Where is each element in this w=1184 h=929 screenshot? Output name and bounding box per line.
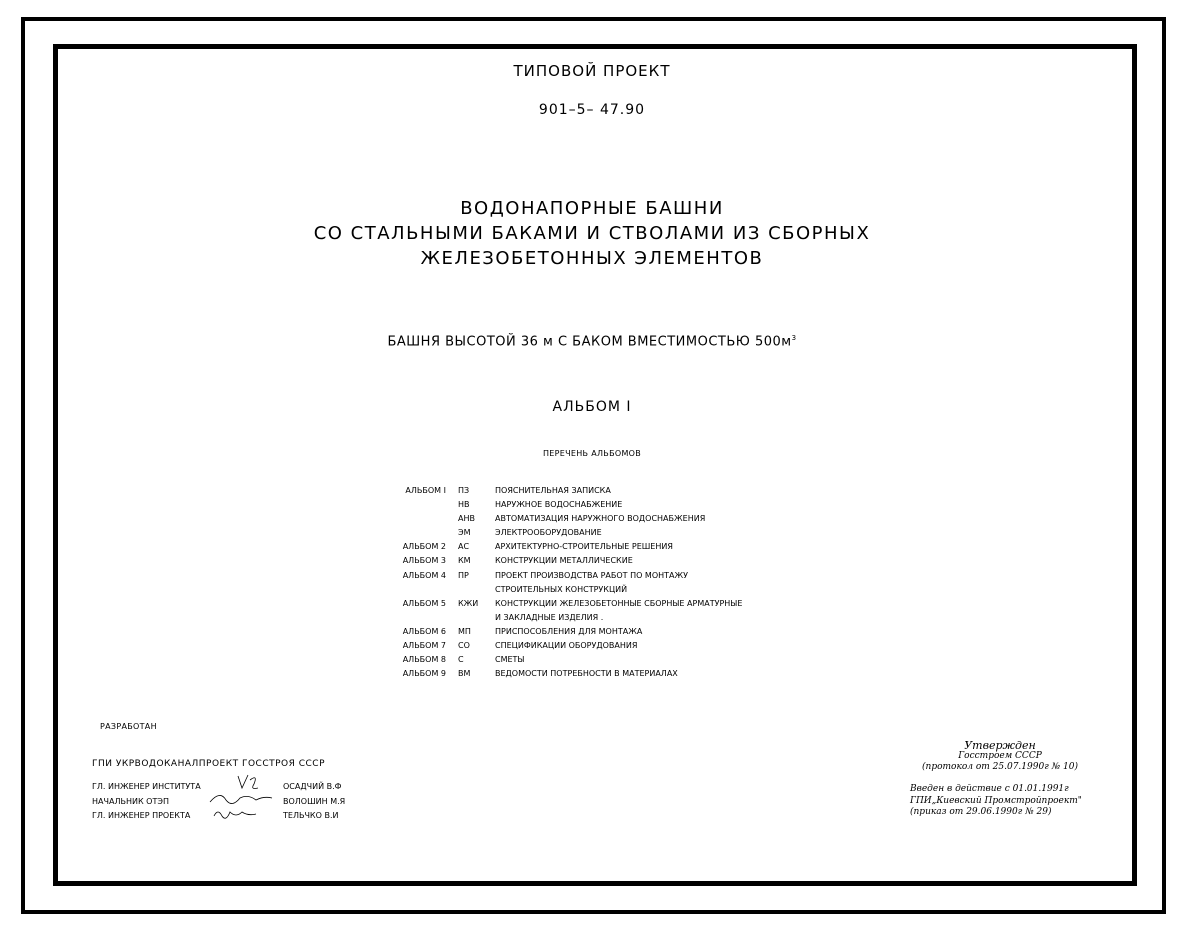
album-description: И ЗАКЛАДНЫЕ ИЗДЕЛИЯ . xyxy=(495,612,604,622)
album-code: НВ xyxy=(458,500,470,510)
album-code: МП xyxy=(458,626,471,636)
subtitle-superscript: 3 xyxy=(791,334,797,342)
album-code: ПЗ xyxy=(458,486,470,495)
project-number: 901–5– 47.90 xyxy=(538,102,646,118)
album-label: АЛЬБОМ 4 xyxy=(402,570,446,580)
album-description: АВТОМАТИЗАЦИЯ НАРУЖНОГО ВОДОСНАБЖЕНИЯ xyxy=(495,514,706,524)
album-description: ПРОЕКТ ПРОИЗВОДСТВА РАБОТ ПО МОНТАЖУ xyxy=(495,570,688,580)
album-label: АЛЬБОМ 8 xyxy=(402,655,446,665)
signature-name: ВОЛОШИН М.Я xyxy=(283,796,346,806)
enactment-line-1: Введен в действие с 01.01.1991г xyxy=(910,784,1069,794)
approval-line-2: (протокол от 25.07.1990г № 10) xyxy=(922,762,1078,772)
project-type: ТИПОВОЙ ПРОЕКТ xyxy=(513,62,671,80)
album-description: ПОЯСНИТЕЛЬНАЯ ЗАПИСКА xyxy=(495,486,611,495)
album-row xyxy=(380,667,800,681)
album-label: АЛЬБОМ 5 xyxy=(402,598,446,608)
album-row xyxy=(380,498,800,512)
album-row xyxy=(380,569,800,583)
album-code: КЖИ xyxy=(458,598,479,608)
title-line-3: ЖЕЛЕЗОБЕТОННЫХ ЭЛЕМЕНТОВ xyxy=(420,248,764,269)
album-row xyxy=(380,583,800,597)
developer-org: ГПИ УКРВОДОКАНАЛПРОЕКТ ГОССТРОЯ СССР xyxy=(92,759,326,769)
albums-list-title: ПЕРЕЧЕНЬ АЛЬБОМОВ xyxy=(542,449,642,458)
album-row xyxy=(380,653,800,667)
album-description: СМЕТЫ xyxy=(495,655,525,665)
album-row xyxy=(380,540,800,554)
album-description: СТРОИТЕЛЬНЫХ КОНСТРУКЦИЙ xyxy=(495,584,628,594)
album-row xyxy=(380,554,800,568)
approval-line-1: Госстроем СССР xyxy=(958,751,1042,761)
handwritten-signatures xyxy=(200,772,280,824)
albums-list xyxy=(380,484,800,681)
album-description: АРХИТЕКТУРНО-СТРОИТЕЛЬНЫЕ РЕШЕНИЯ xyxy=(495,542,673,552)
album-row xyxy=(380,611,800,625)
document-title xyxy=(0,196,1184,271)
album-code: ЭМ xyxy=(458,528,471,538)
album-description: ВЕДОМОСТИ ПОТРЕБНОСТИ В МАТЕРИАЛАХ xyxy=(495,669,678,679)
album-description: КОНСТРУКЦИИ ЖЕЛЕЗОБЕТОННЫЕ СБОРНЫЕ АРМАТУРНЫЕ xyxy=(495,598,743,608)
album-code: КМ xyxy=(458,556,471,566)
album-code: С xyxy=(458,655,464,665)
album-code: ПР xyxy=(458,570,469,580)
album-label: АЛЬБОМ 7 xyxy=(402,641,446,651)
album-row xyxy=(380,639,800,653)
signature-role: ГЛ. ИНЖЕНЕР ИНСТИТУТА xyxy=(92,782,201,791)
album-label: АЛЬБОМ 3 xyxy=(402,556,446,566)
album-row xyxy=(380,625,800,639)
album-number: АЛЬБОМ I xyxy=(552,399,632,415)
enactment-note xyxy=(910,784,1082,819)
developer-label: РАЗРАБОТАН xyxy=(100,722,157,731)
album-row xyxy=(380,512,800,526)
album-description: ПРИСПОСОБЛЕНИЯ ДЛЯ МОНТАЖА xyxy=(495,626,643,636)
album-code: АНВ xyxy=(458,514,475,524)
album-label: АЛЬБОМ 9 xyxy=(402,669,446,679)
signature-name: ОСАДЧИЙ В.Ф xyxy=(283,782,342,791)
signature-name: ТЕЛЬЧКО В.И xyxy=(283,811,339,820)
subtitle-text: БАШНЯ ВЫСОТОЙ 36 м С БАКОМ ВМЕСТИМОСТЬЮ 500м xyxy=(387,334,792,350)
album-label: АЛЬБОМ 2 xyxy=(402,542,446,552)
document-subtitle xyxy=(0,334,1184,349)
approval-head: Утвержден xyxy=(964,739,1036,752)
album-row xyxy=(380,484,800,498)
signature-role: ГЛ. ИНЖЕНЕР ПРОЕКТА xyxy=(92,811,191,820)
album-code: ВМ xyxy=(458,669,471,679)
enactment-line-2: ГПИ„Киевский Промстройпроект" xyxy=(910,795,1082,806)
album-row xyxy=(380,526,800,540)
album-code: АС xyxy=(458,542,470,552)
enactment-line-3: (приказ от 29.06.1990г № 29) xyxy=(910,807,1052,817)
album-description: ЭЛЕКТРООБОРУДОВАНИЕ xyxy=(495,528,602,538)
album-label: АЛЬБОМ 6 xyxy=(402,626,446,636)
album-description: СПЕЦИФИКАЦИИ ОБОРУДОВАНИЯ xyxy=(495,641,638,651)
approval-stamp xyxy=(900,740,1100,773)
album-row xyxy=(380,597,800,611)
album-label: АЛЬБОМ I xyxy=(405,486,446,495)
album-description: НАРУЖНОЕ ВОДОСНАБЖЕНИЕ xyxy=(495,500,623,510)
title-line-2: СО СТАЛЬНЫМИ БАКАМИ И СТВОЛАМИ ИЗ СБОРНЫХ xyxy=(313,223,871,244)
album-description: КОНСТРУКЦИИ МЕТАЛЛИЧЕСКИЕ xyxy=(495,556,633,566)
signature-role: НАЧАЛЬНИК ОТЭП xyxy=(92,796,169,806)
title-line-1: ВОДОНАПОРНЫЕ БАШНИ xyxy=(460,198,724,219)
album-code: СО xyxy=(458,641,470,651)
